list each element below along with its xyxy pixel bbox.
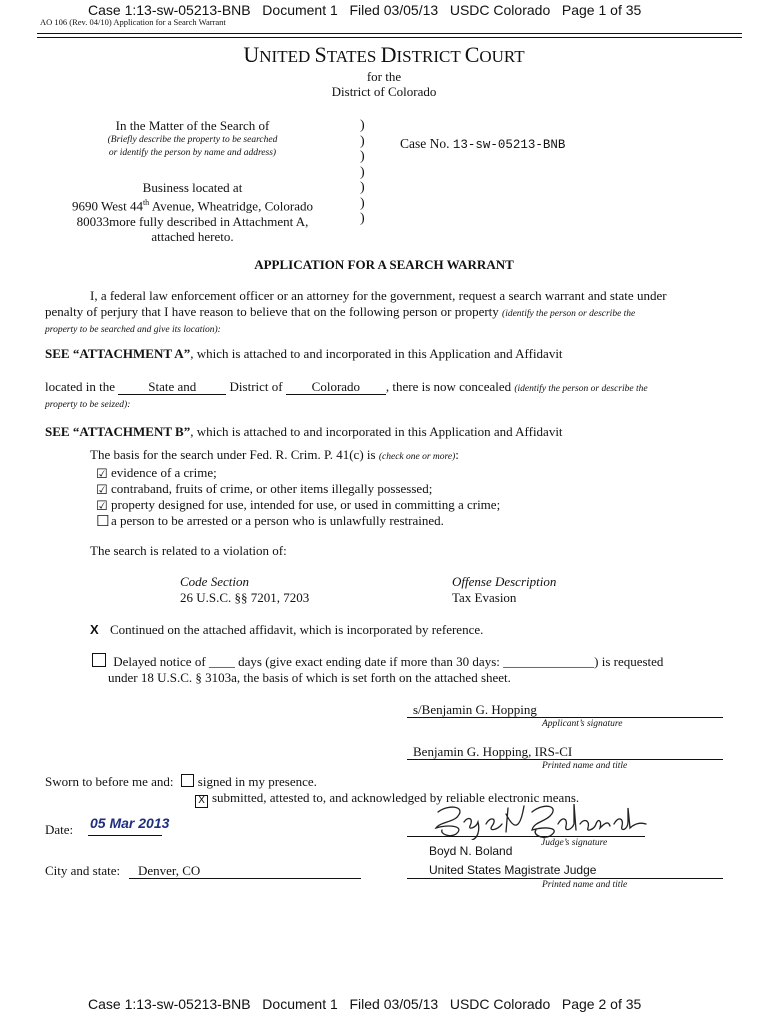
basis-item[interactable]: ☑ property designed for use, intended for use, or used in committing a crime;: [96, 497, 501, 514]
sworn-electronic-checkbox[interactable]: X: [195, 795, 208, 808]
date-line: [88, 835, 162, 836]
code-section-head: Code Section: [180, 574, 249, 589]
city-state-label: City and state:: [45, 863, 121, 878]
matter-address-4: attached hereto.: [151, 229, 234, 245]
located-in-line: located in the State and District of Colorado , there is now concealed (identify the person or describe the property to be seized):: [45, 379, 648, 410]
date-value: 05 Mar 2013: [90, 815, 170, 831]
matter-hint-1: (Briefly describe the property to be searched: [107, 134, 278, 145]
matter-parens: ) ) ) ) ) ) ): [360, 118, 365, 226]
judge-signature-line: [407, 836, 645, 837]
form-id: AO 106 (Rev. 04/10) Application for a Search Warrant: [40, 17, 226, 27]
city-state-value: Denver, CO: [138, 863, 201, 878]
applicant-signature-label: Applicant’s signature: [542, 719, 623, 729]
delayed-notice: Delayed notice of ____ days (give exact ending date if more than 30 days: ______________) is requested under 18 U.S.C. § 3103a, the basis of which is set forth on the attached sheet.: [92, 653, 663, 686]
violation-intro: The search is related to a violation of:: [90, 543, 287, 558]
basis-intro: The basis for the search under Fed. R. Crim. P. 41(c) is (check one or more):: [90, 447, 459, 462]
basis-block: [90, 447, 500, 529]
judge-name: Boyd N. Boland: [429, 844, 513, 858]
case-stamp-bottom: Case 1:13-sw-05213-BNB Document 1 Filed 03/05/13 USDC Colorado Page 2 of 35: [88, 996, 642, 1012]
judge-title: United States Magistrate Judge: [429, 863, 597, 877]
judge-name-label: Printed name and title: [542, 880, 628, 890]
case-stamp-top: Case 1:13-sw-05213-BNB Document 1 Filed 03/05/13 USDC Colorado Page 1 of 35: [88, 2, 642, 18]
city-state-line: [129, 878, 361, 879]
case-number-label: Case No.: [400, 136, 450, 151]
case-number-row: [400, 136, 565, 152]
applicant-signature: s/Benjamin G. Hopping: [413, 702, 537, 717]
basis-item[interactable]: ☑ contraband, fruits of crime, or other items illegally possessed;: [96, 481, 433, 498]
matter-block: [50, 118, 335, 245]
matter-address-1: Business located at: [142, 179, 243, 195]
matter-hint-2: or identify the person by name and address): [108, 147, 277, 158]
delayed-notice-checkbox[interactable]: [92, 653, 106, 667]
judge-title-line: [407, 878, 723, 879]
offense-head: Offense Description: [452, 574, 557, 589]
court-title: UNITED STATES DISTRICT COURT: [243, 42, 525, 67]
continued-line: X Continued on the attached affidavit, which is incorporated by reference.: [90, 622, 484, 637]
matter-address-3: 80033more fully described in Attachment A,: [76, 213, 309, 229]
code-section-value: 26 U.S.C. §§ 7201, 7203: [180, 590, 310, 605]
applicant-name-label: Printed name and title: [542, 761, 628, 771]
sworn-block: Sworn to before me and: signed in my presence. X submitted, attested to, and acknowledged by reliable electronic means.: [45, 774, 580, 806]
matter-address-2: 9690 West 44th Avenue, Wheatridge, Colorado: [72, 198, 313, 214]
basis-item[interactable]: ☐ a person to be arrested or a person who is unlawfully restrained.: [96, 512, 444, 530]
sworn-in-presence-checkbox[interactable]: [181, 774, 194, 787]
matter-heading: In the Matter of the Search of: [115, 118, 270, 133]
continued-mark[interactable]: X: [90, 622, 99, 637]
district-field: Colorado: [286, 379, 386, 395]
court-district: District of Colorado: [331, 84, 437, 99]
case-number-value: 13-sw-05213-BNB: [452, 138, 566, 152]
header-rule-1: [37, 33, 742, 34]
attachment-a-line: SEE “ATTACHMENT A”, which is attached to and incorporated in this Application and Affidavit: [45, 346, 563, 361]
applicant-name: Benjamin G. Hopping, IRS-CI: [413, 744, 573, 759]
date-label: Date:: [45, 822, 74, 837]
judge-handwritten-signature: [428, 800, 653, 840]
applicant-name-line: [407, 759, 723, 760]
court-for-the: for the: [366, 69, 402, 84]
offense-value: Tax Evasion: [452, 590, 517, 605]
code-section-col: [180, 574, 309, 606]
judge-signature-label: Judge’s signature: [541, 838, 608, 848]
header-rule-2: [37, 37, 742, 38]
applicant-signature-line: [407, 717, 723, 718]
application-para-1: I, a federal law enforcement officer or an attorney for the government, request a search warrant and state under penalty of perjury that I have reason to believe that on the following person or property (identify the person or describe the property to be searched and give its location):: [45, 288, 667, 335]
application-title: APPLICATION FOR A SEARCH WARRANT: [254, 257, 514, 272]
basis-item[interactable]: ☑ evidence of a crime;: [96, 465, 217, 482]
offense-col: [452, 574, 556, 606]
attachment-b-line: SEE “ATTACHMENT B”, which is attached to and incorporated in this Application and Affidavit: [45, 424, 563, 439]
state-field: State and: [118, 379, 226, 395]
